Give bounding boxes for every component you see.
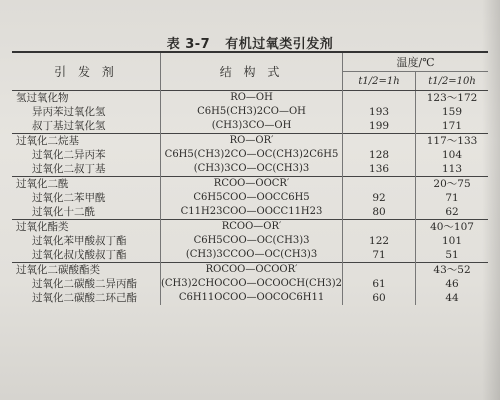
table-row [12,105,488,119]
table-title: 有机过氧类引发剂 [225,37,334,52]
temp-t-half-10h: 20～75 [416,177,488,192]
header-structure: 结 构 式 [161,52,343,91]
temp-t-half-1h [343,220,416,235]
table-row [12,119,488,134]
temp-t-half-10h: 71 [445,192,459,204]
group-row [12,91,488,106]
table-number: 表 3-7 [166,37,211,52]
temp-t-half-1h: 136 [343,162,416,177]
table-row [12,162,488,177]
temp-t-half-10h: 123～172 [416,91,488,106]
temp-t-half-1h [343,177,416,192]
initiator-name: 过氧化苯甲酸叔丁酯 [12,234,161,248]
temp-t-half-10h: 159 [442,106,463,118]
structure-formula: (CH3)2CHOCOO—OCOOCH(CH3)2 [161,278,343,289]
table-caption [0,33,500,52]
temp-t-half-10h: 43～52 [416,263,488,278]
initiator-name: 过氧化十二酰 [12,205,161,220]
structure-formula: C6H5COO—OOCC6H5 [161,191,343,205]
structure-formula: RO—OH [161,91,343,106]
structure-formula: RCOO—OOCR′ [161,177,343,192]
structure-formula: RO—OR′ [161,134,343,149]
table-row [12,148,488,162]
structure-formula: RCOO—OR′ [161,220,343,235]
structure-formula: (CH3)3CO—OC(CH3)3 [161,162,343,177]
header-t-half-1h: t1/2=1h [343,72,416,91]
initiator-name: 氢过氧化物 [12,91,161,106]
temp-t-half-1h: 80 [343,205,416,220]
structure-formula: C6H5(CH3)2CO—OH [161,105,343,119]
structure-formula: ROCOO—OCOOR′ [161,263,343,278]
temp-t-half-1h: 71 [343,248,416,263]
page-edge-shadow [482,0,500,400]
temp-t-half-10h: 46 [445,278,459,290]
structure-formula: (CH3)3CCOO—OC(CH3)3 [161,248,343,263]
initiator-table [12,51,488,305]
initiator-name: 过氧化酯类 [12,220,161,235]
header-temperature: 温度/℃ [343,52,488,72]
structure-formula: C6H5(CH3)2CO—OC(CH3)2C6H5 [161,148,343,162]
temp-t-half-1h: 128 [343,148,416,162]
temp-t-half-1h: 199 [343,119,416,134]
temp-t-half-1h [343,134,416,149]
group-row [12,263,488,278]
table-body [12,91,488,306]
temp-t-half-1h: 61 [343,277,416,291]
temp-t-half-1h: 122 [343,234,416,248]
structure-formula: C11H23COO—OOCC11H23 [161,205,343,220]
table-row [12,248,488,263]
initiator-name: 过氧化叔戊酸叔丁酯 [12,248,161,263]
group-row [12,177,488,192]
structure-formula: C6H5COO—OC(CH3)3 [161,234,343,248]
initiator-name: 过氧化二叔丁基 [12,162,161,177]
temp-t-half-1h [343,91,416,106]
header-t-half-10h: t1/2=10h [416,72,488,91]
initiator-name: 叔丁基过氧化氢 [12,119,161,134]
initiator-name: 过氧化二酰 [12,177,161,192]
temp-t-half-1h [343,263,416,278]
temp-t-half-10h: 44 [445,292,459,304]
table-row [12,205,488,220]
table-row [12,191,488,205]
temp-t-half-10h: 171 [442,120,463,132]
initiator-name: 过氧化二碳酸二异丙酯 [12,277,161,291]
initiator-name: 过氧化二异丙苯 [12,148,161,162]
structure-formula: (CH3)3CO—OH [161,119,343,134]
group-row [12,134,488,149]
table-row [12,277,488,291]
temp-t-half-1h: 193 [343,105,416,119]
table-row [12,291,488,305]
table-row [12,234,488,248]
temp-t-half-10h: 117～133 [416,134,488,149]
initiator-name: 过氧化二碳酸二环己酯 [12,291,161,305]
temp-t-half-10h: 40～107 [416,220,488,235]
temp-t-half-1h: 92 [343,191,416,205]
initiator-name: 异丙苯过氧化氢 [12,105,161,119]
group-row [12,220,488,235]
temp-t-half-10h: 51 [445,249,459,261]
initiator-name: 过氧化二烷基 [12,134,161,149]
initiator-name: 过氧化二苯甲酰 [12,191,161,205]
temp-t-half-10h: 104 [442,149,463,161]
temp-t-half-10h: 113 [442,163,463,175]
structure-formula: C6H11OCOO—OOCOC6H11 [161,291,343,305]
temp-t-half-1h: 60 [343,291,416,305]
temp-t-half-10h: 101 [442,235,463,247]
temp-t-half-10h: 62 [445,206,459,218]
header-reagent: 引 发 剂 [12,52,161,91]
initiator-name: 过氧化二碳酸酯类 [12,263,161,278]
